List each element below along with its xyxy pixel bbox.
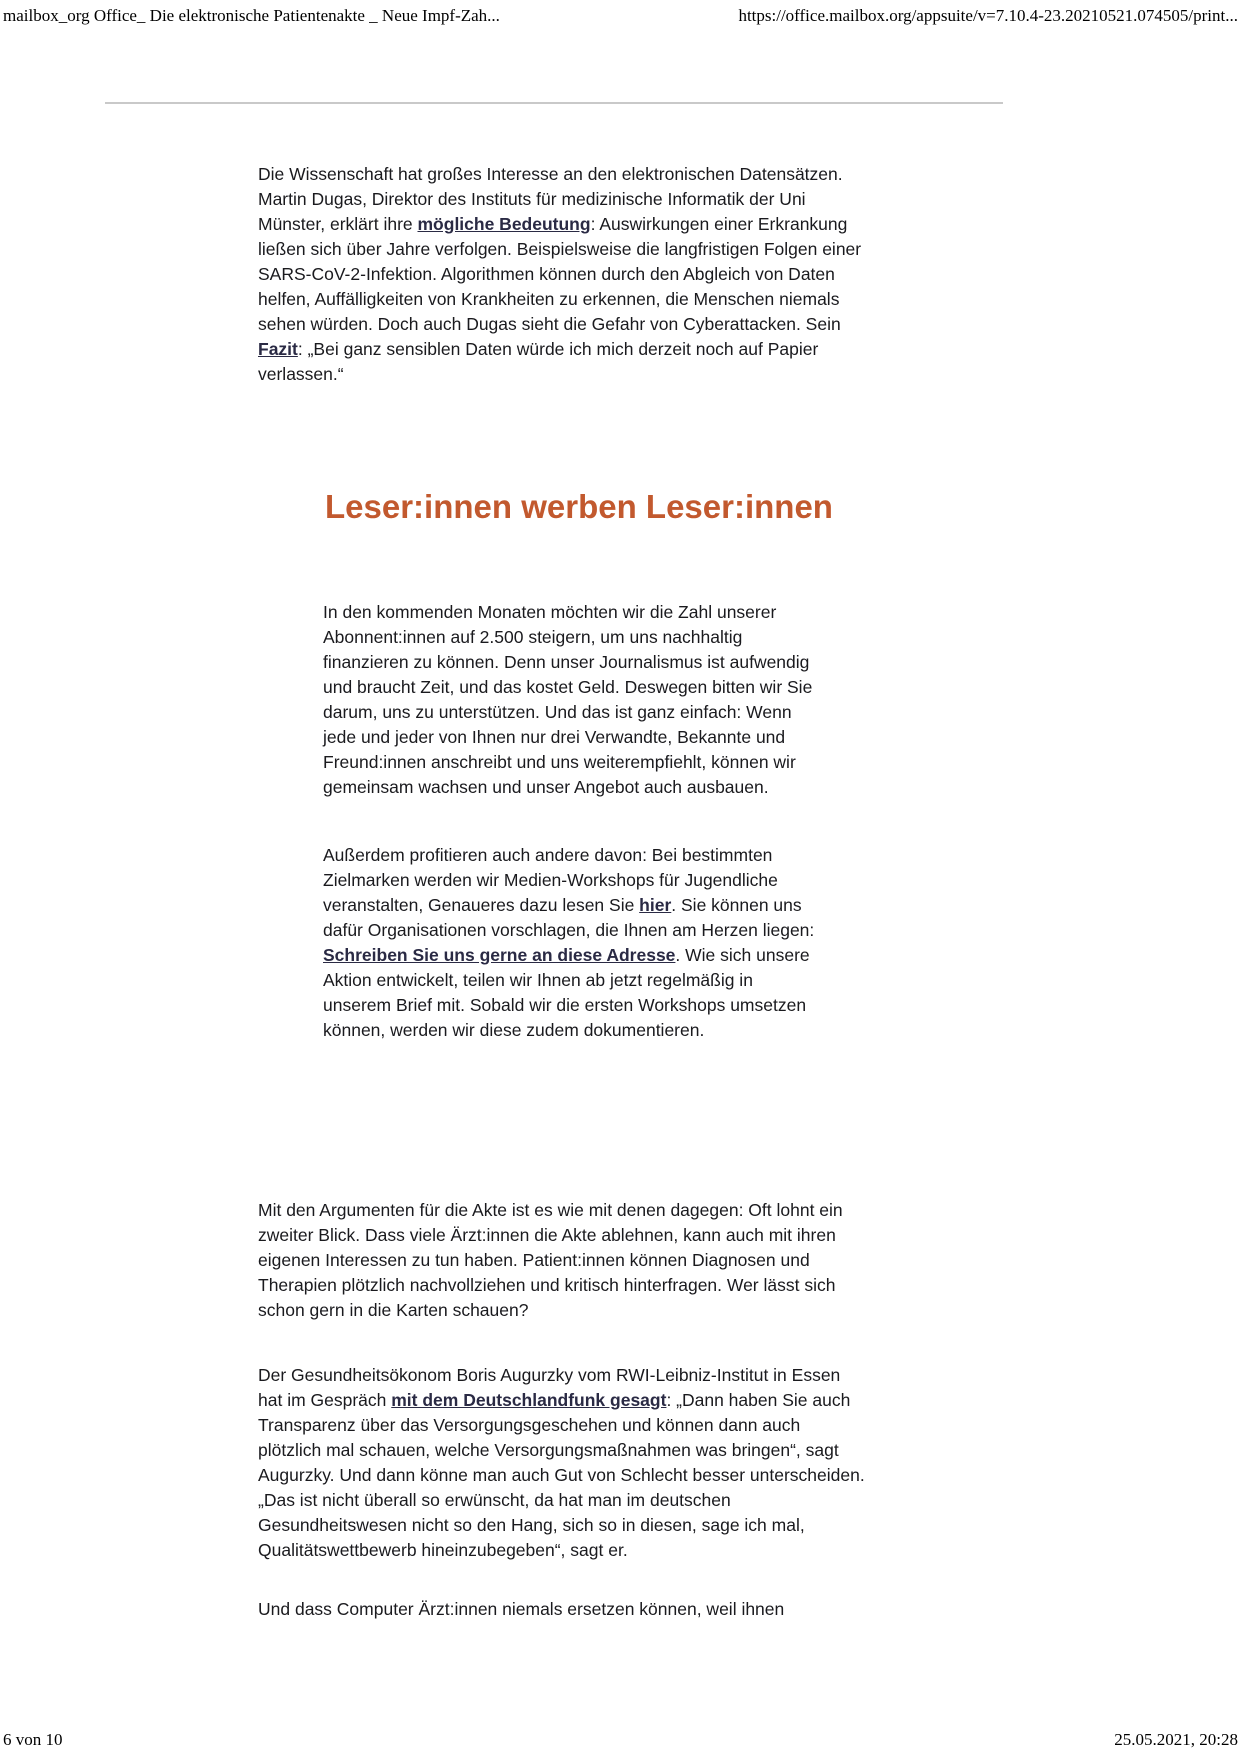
text-line [258, 1463, 1240, 1488]
text-run: plötzlich mal schauen, welche Versorgungsmaßnahmen was bringen“, sagt [258, 1440, 839, 1460]
inline-link[interactable]: mit dem Deutschlandfunk gesagt [391, 1390, 667, 1410]
text-line [258, 287, 1240, 312]
text-run: Außerdem profitieren auch andere davon: Bei bestimmten [323, 845, 773, 865]
text-line [258, 1513, 1240, 1538]
text-run: . Wie sich unsere [675, 945, 810, 965]
text-run: schon gern in die Karten schauen? [258, 1300, 529, 1320]
text-run: Freund:innen anschreibt und uns weiterempfiehlt, können wir [323, 752, 796, 772]
paragraph [258, 1363, 1240, 1563]
text-line [258, 237, 1240, 262]
text-line [323, 968, 1240, 993]
text-run: : „Dann haben Sie auch [666, 1390, 851, 1410]
paragraph [323, 843, 1240, 1043]
text-run: jede und jeder von Ihnen nur drei Verwandte, Bekannte und [323, 727, 786, 747]
text-line [258, 1223, 1240, 1248]
text-run: Die Wissenschaft hat großes Interesse an den elektronischen Datensätzen. [258, 164, 843, 184]
text-run: Therapien plötzlich nachvollziehen und kritisch hinterfragen. Wer lässt sich [258, 1275, 836, 1295]
text-run: darum, uns zu unterstützen. Und das ist ganz einfach: Wenn [323, 702, 792, 722]
text-run: hat im Gespräch [258, 1390, 392, 1410]
text-run: Gesundheitswesen nicht so den Hang, sich so in diesen, sage ich mal, [258, 1515, 805, 1535]
text-line [323, 675, 1240, 700]
text-run: . Sie können uns [671, 895, 802, 915]
text-line [258, 1488, 1240, 1513]
text-line [258, 1438, 1240, 1463]
text-line [323, 725, 1240, 750]
document-title: mailbox_org Office_ Die elektronische Patientenakte _ Neue Impf-Zah... [3, 6, 500, 25]
text-line [258, 1388, 1240, 1413]
text-run: veranstalten, Genaueres dazu lesen Sie [323, 895, 640, 915]
text-run: Münster, erklärt ihre [258, 214, 418, 234]
paragraph [258, 1597, 1240, 1622]
print-timestamp: 25.05.2021, 20:28 [1114, 1730, 1238, 1749]
text-run: ließen sich über Jahre verfolgen. Beispielsweise die langfristigen Folgen einer [258, 239, 862, 259]
text-run: können, werden wir diese zudem dokumentieren. [323, 1020, 705, 1040]
text-line [258, 1538, 1240, 1563]
text-run: : Auswirkungen einer Erkrankung [590, 214, 848, 234]
text-line [323, 700, 1240, 725]
text-run: Augurzky. Und dann könne man auch Gut von Schlecht besser unterscheiden. [258, 1465, 865, 1485]
text-line [323, 843, 1240, 868]
text-run: In den kommenden Monaten möchten wir die Zahl unserer [323, 602, 777, 622]
text-run: Mit den Argumenten für die Akte ist es wie mit denen dagegen: Oft lohnt ein [258, 1200, 843, 1220]
text-line [258, 1273, 1240, 1298]
text-run: Qualitätswettbewerb hineinzubegeben“, sagt er. [258, 1540, 628, 1560]
text-line [258, 1413, 1240, 1438]
text-run: finanzieren zu können. Denn unser Journalismus ist aufwendig [323, 652, 810, 672]
text-run: verlassen.“ [258, 364, 344, 384]
text-line [323, 893, 1240, 918]
text-line [323, 918, 1240, 943]
text-line [323, 625, 1240, 650]
text-line [323, 650, 1240, 675]
text-run: gemeinsam wachsen und unser Angebot auch ausbauen. [323, 777, 769, 797]
text-run: Zielmarken werden wir Medien-Workshops für Jugendliche [323, 870, 778, 890]
text-run: unserem Brief mit. Sobald wir die ersten Workshops umsetzen [323, 995, 807, 1015]
print-footer [3, 1730, 1238, 1750]
section-heading: Leser:innen werben Leser:innen [325, 488, 833, 525]
text-line [258, 362, 1240, 387]
text-line [323, 775, 1240, 800]
document-url: https://office.mailbox.org/appsuite/v=7.10.4-23.20210521.074505/print... [738, 6, 1238, 25]
text-run: Und dass Computer Ärzt:innen niemals ersetzen können, weil ihnen [258, 1599, 785, 1619]
text-line [258, 1198, 1240, 1223]
text-line [258, 312, 1240, 337]
text-run: SARS-CoV-2-Infektion. Algorithmen können durch den Abgleich von Daten [258, 264, 835, 284]
text-line [258, 212, 1240, 237]
inline-link[interactable]: Schreiben Sie uns gerne an diese Adresse [323, 945, 676, 965]
paragraph [258, 1198, 1240, 1323]
page-number: 6 von 10 [3, 1730, 63, 1749]
inline-link[interactable]: Fazit [258, 339, 298, 359]
text-line [323, 993, 1240, 1018]
text-line [323, 868, 1240, 893]
paragraph [323, 600, 1240, 800]
text-run: : „Bei ganz sensiblen Daten würde ich mich derzeit noch auf Papier [297, 339, 819, 359]
text-run: „Das ist nicht überall so erwünscht, da hat man im deutschen [258, 1490, 731, 1510]
text-run: zweiter Blick. Dass viele Ärzt:innen die Akte ablehnen, kann auch mit ihren [258, 1225, 836, 1245]
text-run: Der Gesundheitsökonom Boris Augurzky vom RWI-Leibniz-Institut in Essen [258, 1365, 841, 1385]
inline-link[interactable]: hier [639, 895, 672, 915]
text-line [323, 943, 1240, 968]
text-line [258, 1363, 1240, 1388]
text-line [258, 337, 1240, 362]
text-run: Transparenz über das Versorgungsgeschehen und können dann auch [258, 1415, 801, 1435]
text-line [323, 600, 1240, 625]
text-line [258, 1298, 1240, 1323]
text-run: dafür Organisationen vorschlagen, die Ihnen am Herzen liegen: [323, 920, 815, 940]
text-line [258, 262, 1240, 287]
text-line [258, 162, 1240, 187]
text-line [258, 1248, 1240, 1273]
text-line [323, 750, 1240, 775]
text-line [258, 1597, 1240, 1622]
text-line [258, 187, 1240, 212]
text-run: sehen würden. Doch auch Dugas sieht die Gefahr von Cyberattacken. Sein [258, 314, 841, 334]
text-run: Abonnent:innen auf 2.500 steigern, um uns nachhaltig [323, 627, 743, 647]
text-run: helfen, Auffälligkeiten von Krankheiten zu erkennen, die Menschen niemals [258, 289, 840, 309]
paragraph [258, 162, 1240, 387]
text-run: Aktion entwickelt, teilen wir Ihnen ab jetzt regelmäßig in [323, 970, 753, 990]
text-run: eigenen Interessen zu tun haben. Patient:innen können Diagnosen und [258, 1250, 810, 1270]
text-run: Martin Dugas, Direktor des Instituts für medizinische Informatik der Uni [258, 189, 806, 209]
text-run: und braucht Zeit, und das kostet Geld. Deswegen bitten wir Sie [323, 677, 813, 697]
inline-link[interactable]: mögliche Bedeutung [417, 214, 591, 234]
text-line [323, 1018, 1240, 1043]
